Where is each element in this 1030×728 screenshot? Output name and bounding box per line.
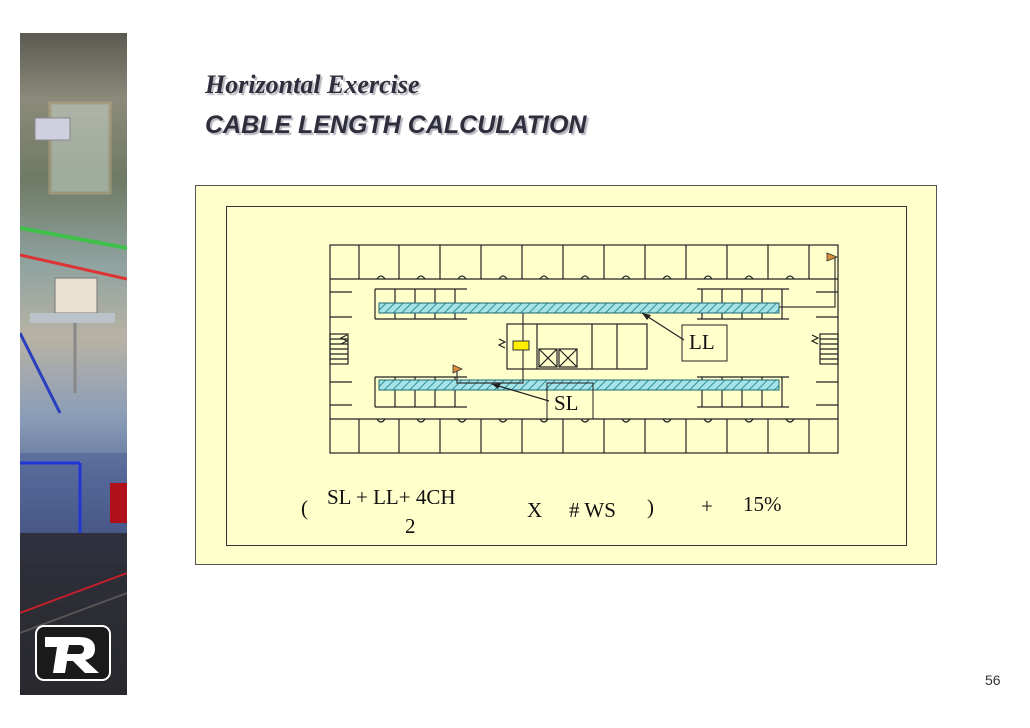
short-link-cable xyxy=(457,350,523,383)
formula-close-paren: ) xyxy=(647,495,654,519)
long-link-cable xyxy=(779,257,835,307)
computer-monitor xyxy=(55,278,97,313)
formula-open-paren: ( xyxy=(301,496,308,520)
formula-ws: # WS xyxy=(569,498,616,522)
formula-plus: + xyxy=(701,494,713,518)
bottom-office-walls xyxy=(359,419,809,453)
office-network-illustration xyxy=(20,33,127,695)
left-stairs xyxy=(330,334,348,364)
sl-label: SL xyxy=(554,391,579,415)
slide-title: CABLE LENGTH CALCULATION xyxy=(205,111,587,139)
blue-cable-line xyxy=(20,333,60,413)
formula-percent: 15% xyxy=(743,492,782,516)
glass-booth xyxy=(50,103,110,193)
cable-tray-upper xyxy=(379,303,779,313)
green-cable-line xyxy=(20,228,127,248)
right-stairs xyxy=(820,334,838,364)
decorative-photo-strip xyxy=(20,33,127,695)
company-logo xyxy=(35,625,111,681)
diagram-panel xyxy=(195,185,937,565)
building-core xyxy=(341,324,818,369)
monitor-shape xyxy=(35,118,70,140)
slide-subtitle: Horizontal Exercise xyxy=(205,70,420,99)
diagram-frame xyxy=(226,206,907,546)
cable-tray-lower xyxy=(379,380,779,390)
desk-top xyxy=(30,313,115,323)
ll-label: LL xyxy=(689,330,715,354)
red-cable-line xyxy=(20,255,127,279)
top-office-walls xyxy=(359,245,809,279)
telecom-closet-marker xyxy=(513,341,529,350)
red-figure xyxy=(110,483,127,523)
formula-denominator: 2 xyxy=(405,514,416,538)
formula-numerator: SL + LL+ 4CH xyxy=(327,485,456,509)
page-number: 56 xyxy=(985,672,1001,688)
formula-times: X xyxy=(527,498,543,522)
